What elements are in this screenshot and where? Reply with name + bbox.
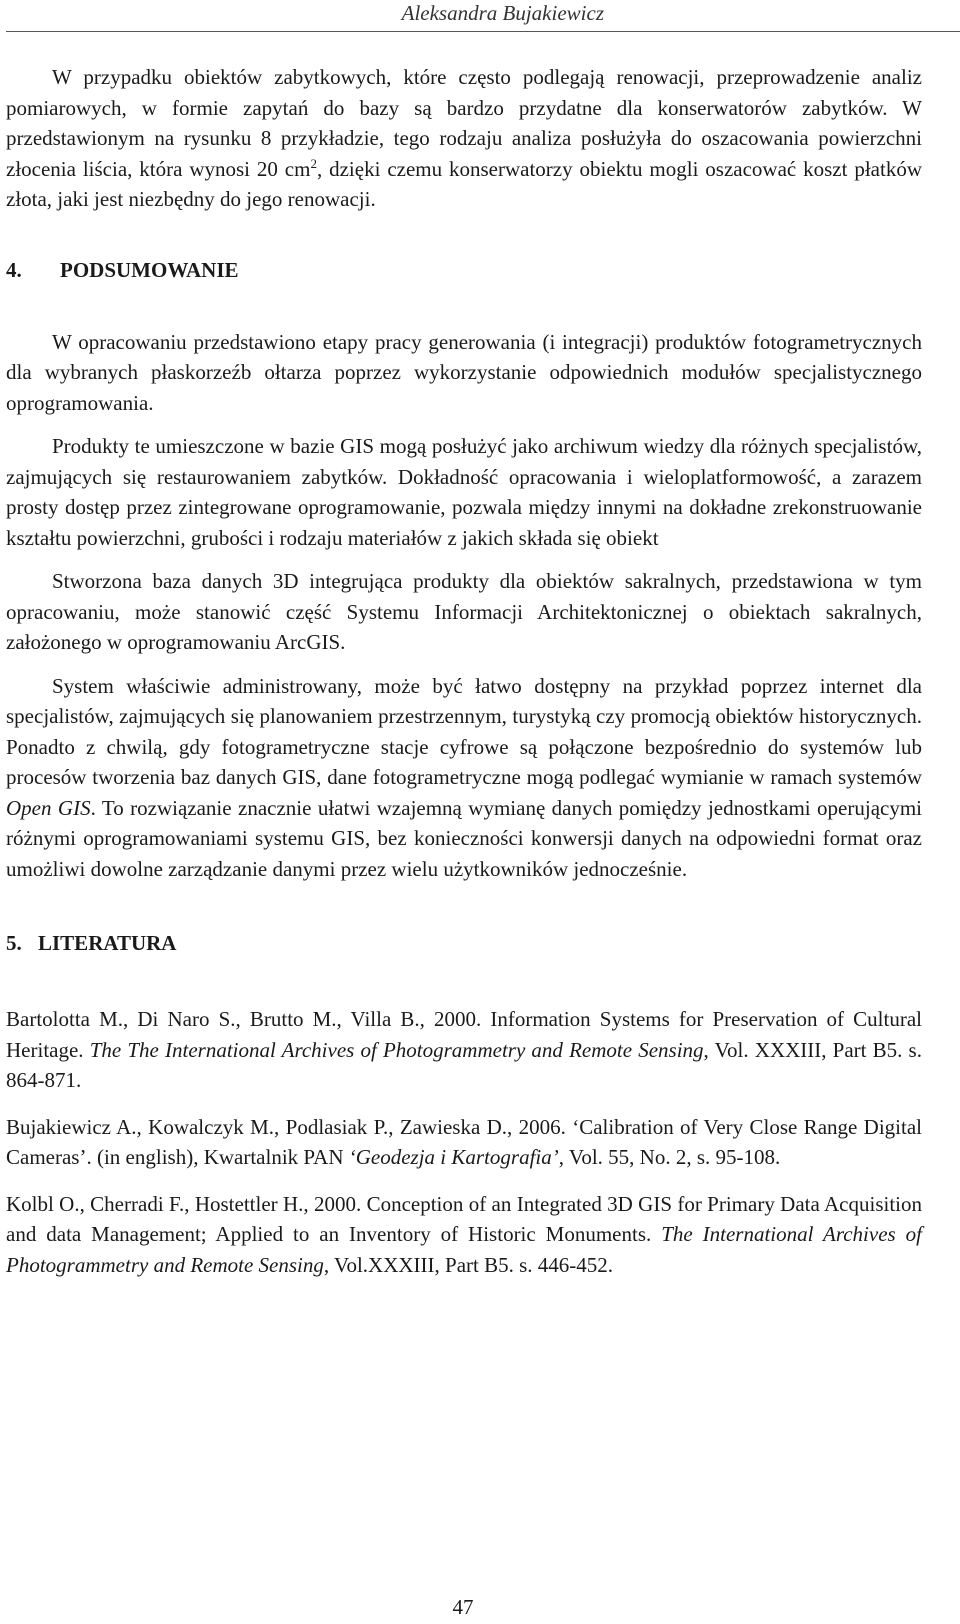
running-head: Aleksandra Bujakiewicz <box>401 1 604 25</box>
reference-item: Bartolotta M., Di Naro S., Brutto M., Villa B., 2000. Information Systems for Preservation of Cultural Heritage. The The International Archives of Photogrammetry and Remote Sensing, Vol. XXXIII, Part B5. s. 864-871. <box>6 1007 922 1092</box>
reference-source: ‘Geodezja i Kartografia’ <box>348 1145 559 1169</box>
superscript: 2 <box>310 155 317 171</box>
section-title: PODSUMOWANIE <box>60 257 239 282</box>
page-number: 47 <box>452 1595 474 1619</box>
italic-term: Open GIS <box>6 795 91 820</box>
section-number: 5. <box>6 931 22 955</box>
section-number: 4. <box>6 257 22 282</box>
section-heading-4 <box>6 255 922 285</box>
body-paragraph: Produkty te umieszczone w bazie GIS mogą posłużyć jako archiwum wiedzy dla różnych specjalistów, zajmujących się restaurowaniem zabytków. Dokładność opracowania i wieloplatformowość, a zarazem prosty dostęp przez zintegrowane oprogramowanie, pozwala między innymi na dokładne zrekonstruowanie kształtu powierzchni, grubości i rodzaju materiałów z jakich składa się obiekt <box>6 434 922 550</box>
reference-source: The The International Archives of Photogrammetry and Remote Sensing <box>89 1037 704 1062</box>
page-body <box>6 62 922 1280</box>
body-paragraph: Stworzona baza danych 3D integrująca produkty dla obiektów sakralnych, przedstawiona w tym opracowaniu, może stanowić część Systemu Informacji Architektonicznej o obiektach sakralnych, założonego w oprogramowaniu ArcGIS. <box>6 569 922 654</box>
reference-item: Kolbl O., Cherradi F., Hostettler H., 2000. Conception of an Integrated 3D GIS for Primary Data Acquisition and data Management; Applied to an Inventory of Historic Monuments. The International Archives of Photogrammetry and Remote Sensing, Vol.XXXIII, Part B5. s. 446-452. <box>6 1191 922 1277</box>
intro-paragraph: W przypadku obiektów zabytkowych, które często podlegają renowacji, przeprowadzenie analiz pomiarowych, w formie zapytań do bazy są bardzo przydatne dla konserwatorów zabytków. W przedstawionym na rysunku 8 przykładzie, tego rodzaju analiza posłużyła do oszacowania powierzchni złocenia liścia, która wynosi 20 $cm^2$, dzięki czemu konserwatorzy obiektu mogli oszacować koszt płatków złota, jaki jest niezbędny do jego renowacji. <box>6 65 922 211</box>
section-heading-5 <box>6 928 922 958</box>
header-rule <box>6 31 960 32</box>
section-title: LITERATURA <box>38 931 177 955</box>
reference-source: The International Archives of Photogrammetry and Remote Sensing <box>6 1222 922 1277</box>
body-paragraph: System właściwie administrowany, może być łatwo dostępny na przykład poprzez internet dla specjalistów, zajmujących się planowaniem przestrzennym, turystyką czy promocją obiektów historycznych. Ponadto z chwilą, gdy fotogrametryczne stacje cyfrowe są połączone bezpośrednio do systemów lub procesów tworzenia baz danych GIS, dane fotogrametryczne mogą podlegać wymianie w ramach systemów Open GIS. To rozwiązanie znacznie ułatwi wzajemną wymianę danych pomiędzy jednostkami operującymi różnymi oprogramowaniami systemu GIS, bez konieczności konwersji danych na odpowiedni format oraz umożliwi dowolne zarządzanie danymi przez wielu użytkowników jednocześnie. <box>6 673 923 881</box>
body-paragraph: W opracowaniu przedstawiono etapy pracy generowania (i integracji) produktów fotogrametrycznych dla wybranych płaskorzeźb ołtarza poprzez wykorzystanie odpowiednich modułów specjalistycznego oprogramowania. <box>6 329 922 415</box>
reference-item: Bujakiewicz A., Kowalczyk M., Podlasiak P., Zawieska D., 2006. ‘Calibration of Very Close Range Digital Cameras’. (in english), Kwartalnik PAN ‘Geodezja i Kartografia’, Vol. 55, No. 2, s. 95-108. <box>6 1114 922 1169</box>
